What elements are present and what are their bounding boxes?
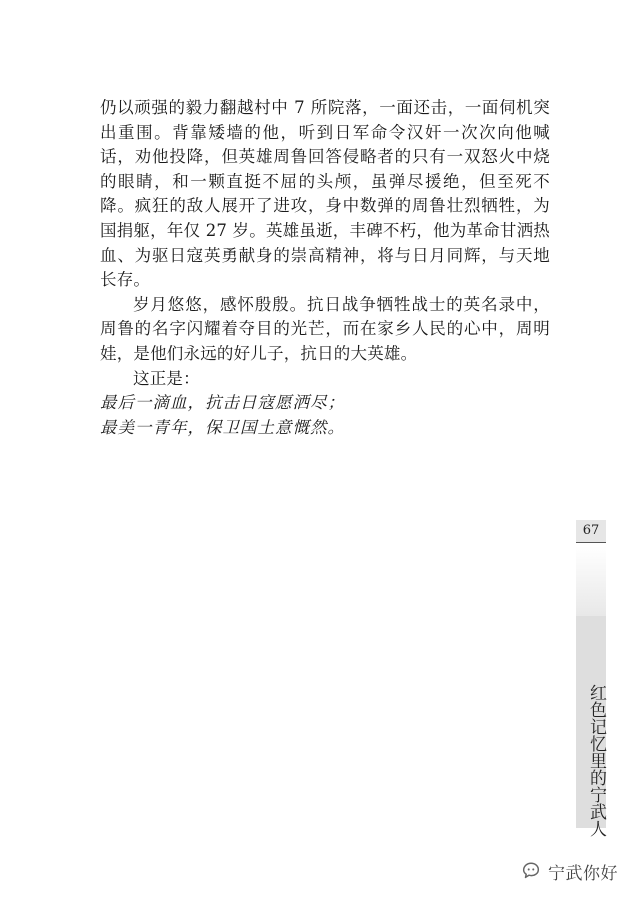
- paragraph-2: 岁月悠悠，感怀殷殷。抗日战争牺牲战士的英名录中，周鲁的名字闪耀着夺目的光芒，而在家乡人民的心中，周明娃，是他们永远的好儿子，抗日的大英雄。: [100, 294, 550, 363]
- body-text: [100, 96, 550, 440]
- poem-line-2: 最美一青年，保卫国土意慨然。: [100, 417, 345, 437]
- watermark-text: 宁武你好: [548, 863, 618, 884]
- poem-line-1: 最后一滴血，抗击日寇愿洒尽；: [100, 393, 345, 413]
- poem-intro: 这正是：: [133, 368, 200, 388]
- book-title: 红色记忆里的宁武人: [586, 683, 606, 837]
- watermark: [520, 857, 618, 885]
- wechat-speech-bubble-icon: [520, 860, 542, 882]
- page-number: 67: [576, 520, 606, 543]
- tab-fade: [576, 546, 606, 616]
- paragraph-1: 仍以顽强的毅力翻越村中 7 所院落，一面还击，一面伺机突出重围。背靠矮墙的他，听到日军命令汉奸一次次向他喊话，劝他投降，但英雄周鲁回答侵略者的只有一双怒火中烧的眼睛，和一颗直挺不屈的头颅，虽弹尽援绝，但至死不降。疯狂的敌人展开了进攻，身中数弹的周鲁壮烈牺牲，为国捐躯，年仅 27 岁。英雄虽逝，丰碑不朽，他为革命甘洒热血、为驱日寇英勇献身的崇高精神，将与日月同辉，与天地长存。: [100, 98, 550, 290]
- side-tab: [576, 520, 606, 860]
